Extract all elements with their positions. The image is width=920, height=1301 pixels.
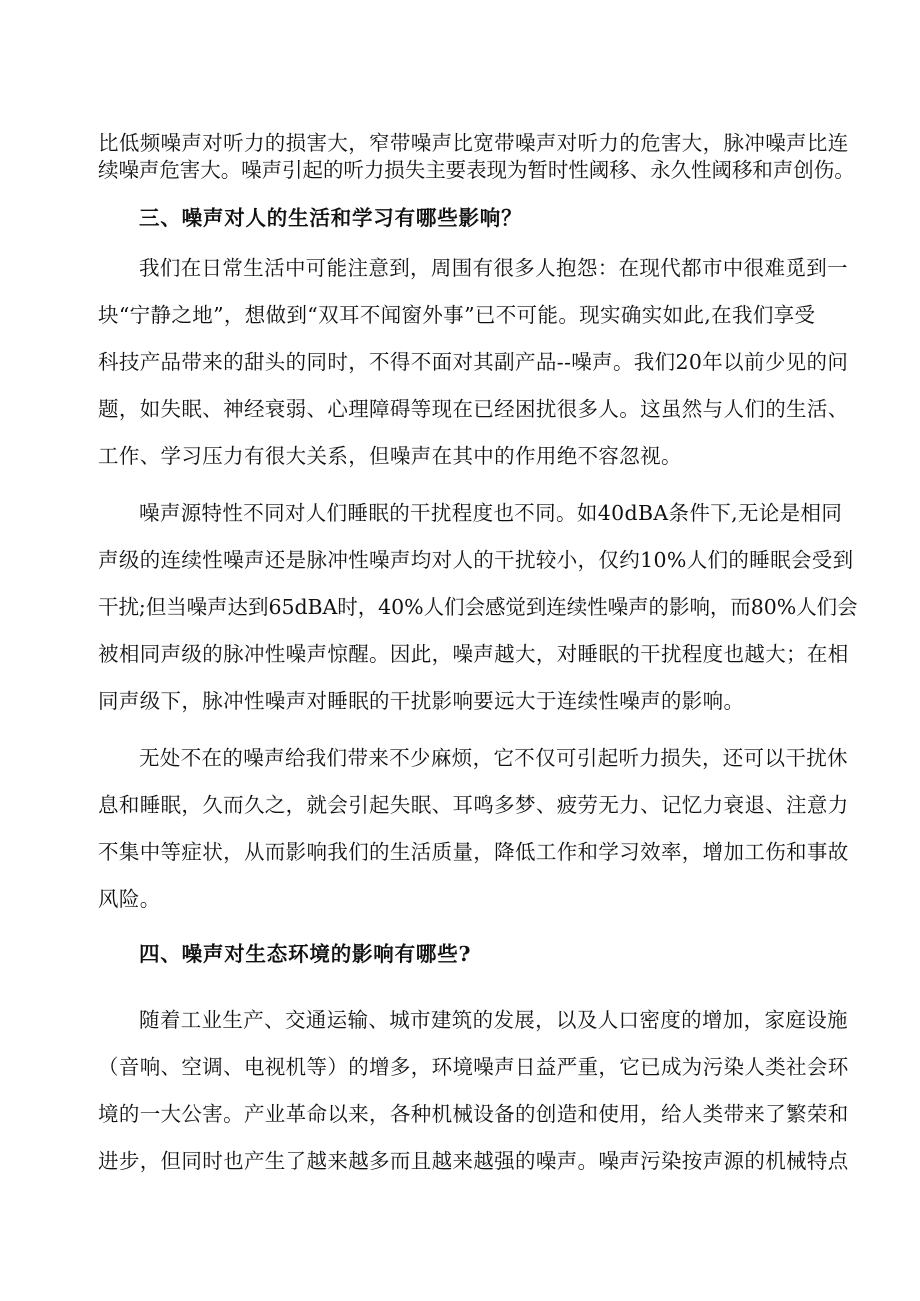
paragraph-line: 续噪声危害大。噪声引起的听力损失主要表现为暂时性阈移、永久性阈移和声创伤。 <box>98 158 855 182</box>
paragraph-line: 随着工业生产、交通运输、城市建筑的发展，以及人口密度的增加，家庭设施 <box>139 1008 848 1032</box>
paragraph-line: 无处不在的噪声给我们带来不少麻烦，它不仅可引起听力损失，还可以干扰休 <box>139 746 848 770</box>
paragraph-line: 进步，但同时也产生了越来越多而且越来越强的噪声。噪声污染按声源的机械特点 <box>98 1149 849 1173</box>
paragraph-line: 不集中等症状，从而影响我们的生活质量，降低工作和学习效率，增加工伤和事故 <box>98 840 849 864</box>
paragraph-line: 风险。 <box>98 887 161 911</box>
paragraph-line: 息和睡眠，久而久之，就会引起失眠、耳鸣多梦、疲劳无力、记忆力衰退、注意力 <box>98 793 849 817</box>
paragraph-line: 干扰;但当噪声达到65dBA时，40%人们会感觉到连续性噪声的影响，而80%人们会 <box>98 595 858 619</box>
paragraph-line: 块“宁静之地”，想做到“双耳不闻窗外事”已不可能。现实确实如此,在我们享受 <box>98 303 816 327</box>
section-heading-3: 三、噪声对人的生活和学习有哪些影响？ <box>139 206 523 230</box>
section-heading-4: 四、噪声对生态环境的影响有哪些? <box>139 942 472 966</box>
paragraph-line: 题，如失眠、神经衰弱、心理障碍等现在已经困扰很多人。这虽然与人们的生活、 <box>98 397 849 421</box>
paragraph-line: 噪声源特性不同对人们睡眠的干扰程度也不同。如40dBA条件下,无论是相同 <box>139 501 843 525</box>
paragraph-line: 同声级下，脉冲性噪声对睡眠的干扰影响要远大于连续性噪声的影响。 <box>98 689 745 713</box>
paragraph-line: 科技产品带来的甜头的同时，不得不面对其副产品--噪声。我们20年以前少见的问 <box>98 350 849 374</box>
paragraph-line: 比低频噪声对听力的损害大，窄带噪声比宽带噪声对听力的危害大，脉冲噪声比连 <box>98 131 849 155</box>
paragraph-line: 工作、学习压力有很大关系，但噪声在其中的作用绝不容忽视。 <box>98 444 682 468</box>
paragraph-line: 境的一大公害。产业革命以来，各种机械设备的创造和使用，给人类带来了繁荣和 <box>98 1102 849 1126</box>
paragraph-line: 我们在日常生活中可能注意到，周围有很多人抱怨：在现代都市中很难觅到一 <box>139 256 848 280</box>
paragraph-line: 被相同声级的脉冲性噪声惊醒。因此，噪声越大，对睡眠的干扰程度也越大；在相 <box>98 642 849 666</box>
paragraph-line: 声级的连续性噪声还是脉冲性噪声均对人的干扰较小，仅约10%人们的睡眠会受到 <box>98 548 854 572</box>
paragraph-line: （音响、空调、电视机等）的增多，环境噪声日益严重，它已成为污染人类社会环 <box>98 1055 849 1079</box>
